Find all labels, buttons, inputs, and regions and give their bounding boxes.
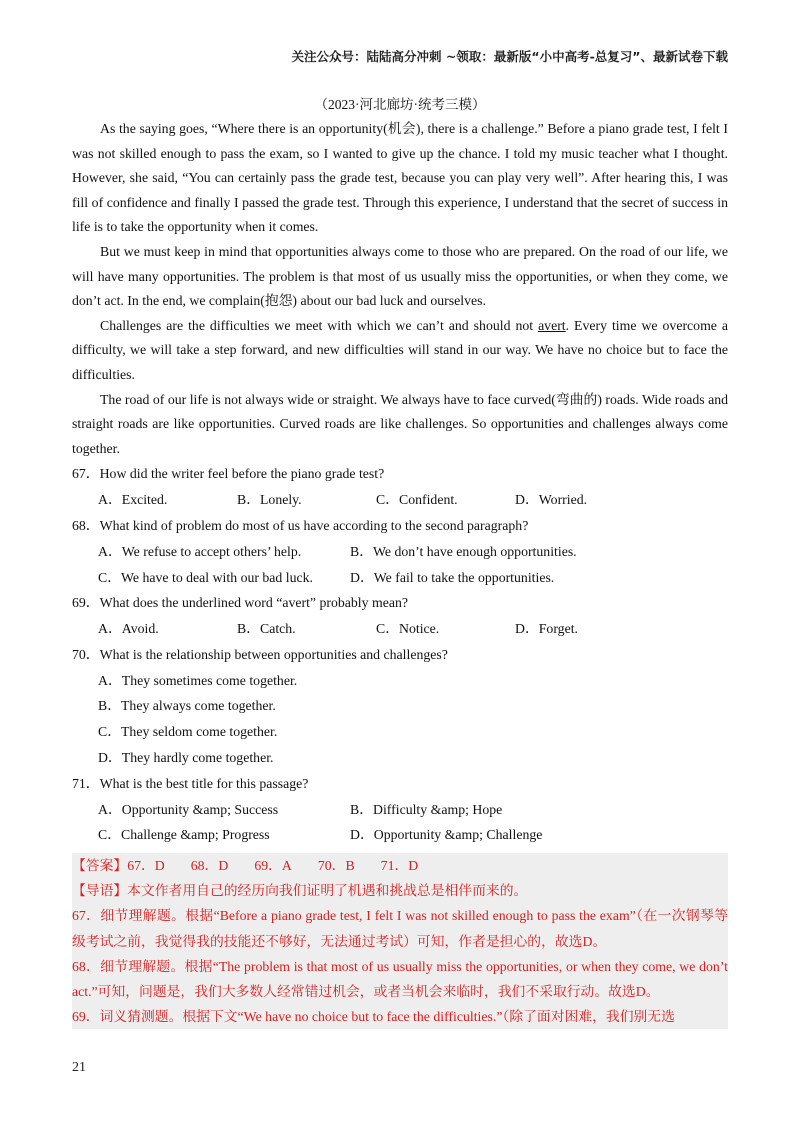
answer-section [72, 853, 728, 1029]
underlined-word-avert: avert [538, 317, 566, 333]
passage-paragraph-4: The road of our life is not always wide or straight. We always have to face curved(弯曲的) roads. Wide roads and straight roads are like opportunities. Curved roads are like challenges. So opportunities and challenges always come together. [72, 391, 728, 456]
option-c: C．They seldom come together. [98, 724, 278, 740]
explanation-67: 67．细节理解题。根据“Before a piano grade test, I felt I was not skilled enough to pass the exam”（在一次钢琴等级考试之前，我觉得我的技能还不够好，无法通过考试）可知，作者是担心的，故选D。 [72, 908, 728, 949]
document-body [72, 93, 728, 848]
answer-71: 71．D [380, 858, 419, 873]
passage-paragraph-2: But we must keep in mind that opportunities always come to those who are prepared. On the road of our life, we will have many opportunities. The problem is that most of us usually miss the opportunities, or when they come, we don’t act. In the end, we complain(抱怨) about our bad luck and ourselves. [72, 243, 728, 309]
page-number: 21 [72, 1060, 86, 1075]
option-d: D．Forget. [515, 621, 578, 637]
question-71-options-row-2 [72, 822, 728, 848]
question-67-options [72, 487, 728, 513]
passage-paragraph-1: As the saying goes, “Where there is an opportunity(机会), there is a challenge.” Before a piano grade test, I felt I was not skilled enough to pass the exam, so I wanted to give up the chance. I told my music teacher what I thought. However, she said, “You can certainly pass the grade test, because you can play very well”. After hearing this, I was fill of confidence and finally I passed the grade test. Through this experience, I understand that the secret of success in life is to take the opportunity when it comes. [72, 121, 728, 235]
paragraph-3-text-before: Challenges are the difficulties we meet with which we can’t and should not [100, 317, 539, 333]
option-a: A．We refuse to accept others’ help. [98, 543, 302, 559]
answer-69: 69．A [254, 858, 292, 873]
explanation-69: 69．词义猜测题。根据下文“We have no choice but to face the difficulties.”（除了面对困难，我们别无选 [72, 1009, 675, 1025]
question-67-stem: 67．How did the writer feel before the piano grade test? [72, 466, 385, 482]
option-a: A．Opportunity &amp; Success [98, 801, 279, 817]
paragraph-3-text-after: . Every time we overcome a difficulty, we will take a step forward, and new difficulties will stand in our way. We have no choice but to face the difficulties. [72, 317, 729, 382]
question-71-options-row-1 [72, 797, 728, 823]
option-d: D．We fail to take the opportunities. [350, 569, 555, 585]
answer-key [72, 853, 728, 878]
page-header: 关注公众号：陆陆高分冲刺 ~领取：最新版“小中高考-总复习”、最新试卷下载 [291, 49, 728, 64]
option-b: B．Catch. [237, 621, 296, 637]
option-a: A．Excited. [98, 492, 168, 508]
question-source: （2023·河北廊坊·统考三模） [314, 97, 486, 112]
question-69-stem: 69．What does the underlined word “avert” probably mean? [72, 595, 408, 611]
option-d: D．Opportunity &amp; Challenge [350, 827, 543, 843]
answer-70: 70．B [317, 858, 355, 873]
option-a: A．They sometimes come together. [98, 672, 298, 688]
option-a: A．Avoid. [98, 621, 159, 637]
option-c: C．We have to deal with our bad luck. [98, 569, 313, 585]
option-c: C．Notice. [376, 621, 440, 637]
option-b: B．Difficulty &amp; Hope [350, 801, 503, 817]
explanation-68: 68．细节理解题。根据“The problem is that most of us usually miss the opportunities, or when they come, we don’t act.”可知，问题是，我们大多数人经常错过机会，或者当机会来临时，我们不采取行动。故选D。 [72, 958, 728, 1000]
question-71-stem: 71．What is the best title for this passage? [72, 775, 309, 791]
option-c: C．Confident. [376, 492, 458, 508]
question-70-stem: 70．What is the relationship between opportunities and challenges? [72, 646, 448, 662]
option-b: B．Lonely. [237, 492, 302, 508]
answer-label: 【答案】 [72, 858, 128, 873]
answer-68: 68．D [190, 858, 229, 873]
answer-guide: 【导语】本文作者用自己的经历向我们证明了机遇和挑战总是相伴而来的。 [72, 883, 528, 899]
option-b: B．They always come together. [98, 698, 276, 714]
question-68-stem: 68．What kind of problem do most of us have according to the second paragraph? [72, 517, 529, 533]
question-68-options-row-1 [72, 539, 728, 565]
option-c: C．Challenge &amp; Progress [98, 827, 270, 843]
option-d: D．Worried. [515, 492, 588, 508]
passage-paragraph-3 [72, 314, 728, 388]
option-d: D．They hardly come together. [98, 750, 274, 766]
answer-67: 67．D [127, 858, 165, 873]
question-69-options [72, 616, 728, 642]
question-68-options-row-2 [72, 565, 728, 591]
option-b: B．We don’t have enough opportunities. [350, 543, 577, 559]
